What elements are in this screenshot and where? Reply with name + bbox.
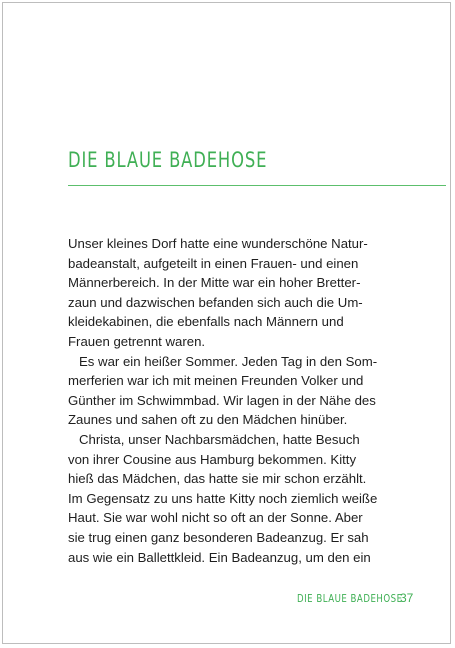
- title-rule: [68, 185, 446, 186]
- text-line: badeanstalt, aufgeteilt in einen Frauen- und einen: [68, 255, 359, 271]
- text-line: zaun und dazwischen befanden sich auch die Um-: [68, 294, 363, 310]
- paragraph-1: [68, 234, 384, 352]
- text-line: aus wie ein Ballettkleid. Ein Badeanzug, um den ein: [68, 549, 371, 565]
- text-line: Im Gegensatz zu uns hatte Kitty noch ziemlich weiße: [68, 490, 378, 506]
- chapter-title: DIE BLAUE BADEHOSE: [68, 148, 268, 172]
- text-line: Frauen getrennt waren.: [68, 333, 206, 349]
- text-line: Unser kleines Dorf hatte eine wunderschöne Natur-: [68, 236, 368, 251]
- text-line: merferien war ich mit meinen Freunden Volker und: [68, 373, 364, 389]
- text-line: Christa, unser Nachbarsmädchen, hatte Besuch: [79, 431, 360, 447]
- text-line: kleidekabinen, die ebenfalls nach Männern und: [68, 314, 344, 330]
- text-line: Günther im Schwimmbad. Wir lagen in der Nähe des: [68, 392, 376, 408]
- text-line: Männerbereich. In der Mitte war ein hoher Bretter-: [68, 275, 361, 291]
- text-line: Haut. Sie war wohl nicht so oft an der Sonne. Aber: [68, 510, 363, 526]
- paragraph-2: [68, 352, 384, 430]
- paragraph-3: [68, 430, 384, 567]
- text-line: hieß das Mädchen, das hatte sie mir schon erzählt.: [68, 471, 367, 487]
- text-line: Zaunes und sahen oft zu den Mädchen hinüber.: [68, 412, 348, 428]
- text-line: sie trug einen ganz besonderen Badeanzug. Er sah: [68, 529, 369, 545]
- text-line: von ihrer Cousine aus Hamburg bekommen. Kitty: [68, 451, 357, 467]
- running-footer-title: DIE BLAUE BADEHOSE: [297, 593, 403, 605]
- text-line: Es war ein heißer Sommer. Jeden Tag in den Som-: [79, 353, 378, 369]
- body-text: [68, 234, 384, 567]
- page-number: 37: [400, 591, 414, 605]
